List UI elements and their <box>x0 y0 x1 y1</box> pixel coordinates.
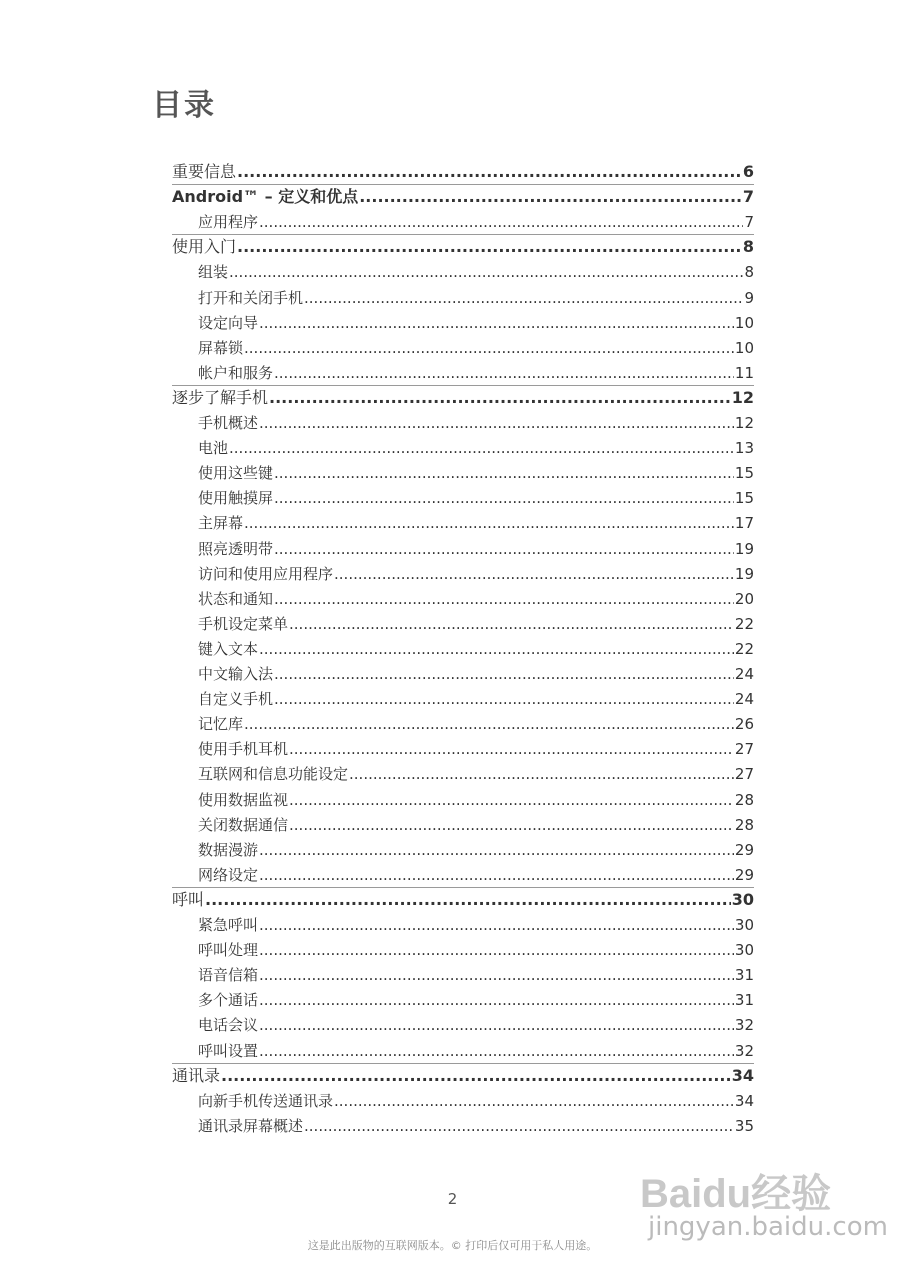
toc-entry-label: 访问和使用应用程序 <box>198 565 334 583</box>
toc-entry-page: 17 <box>734 514 754 532</box>
section-separator <box>172 1063 754 1064</box>
toc-section-entry[interactable] <box>198 312 754 334</box>
toc-entry-page: 30 <box>731 890 754 909</box>
toc-entry-label: 多个通话 <box>198 991 259 1009</box>
toc-entry-label: 电话会议 <box>198 1016 259 1034</box>
toc-entry-label: 电池 <box>198 439 229 457</box>
toc-leader-dots <box>259 939 734 961</box>
toc-entry-page: 28 <box>734 791 754 809</box>
toc-entry-label: 通讯录屏幕概述 <box>198 1117 304 1135</box>
section-separator <box>172 385 754 386</box>
toc-section-entry[interactable] <box>198 512 754 534</box>
toc-entry-label: 打开和关闭手机 <box>198 289 304 307</box>
toc-entry-label: Android™ – 定义和优点 <box>172 187 359 206</box>
toc-section-entry[interactable] <box>198 588 754 610</box>
toc-section-entry[interactable] <box>198 261 754 283</box>
toc-entry-label: 呼叫设置 <box>198 1042 259 1060</box>
toc-entry-page: 15 <box>734 464 754 482</box>
toc-entry-page: 7 <box>742 187 754 206</box>
toc-entry-page: 30 <box>734 916 754 934</box>
toc-entry-label: 向新手机传送通讯录 <box>198 1092 334 1110</box>
toc-entry-label: 呼叫 <box>172 890 205 909</box>
toc-leader-dots <box>269 387 731 409</box>
toc-chapter-entry[interactable] <box>172 387 754 409</box>
toc-entry-page: 28 <box>734 816 754 834</box>
toc-section-entry[interactable] <box>198 287 754 309</box>
toc-leader-dots <box>304 287 743 309</box>
toc-section-entry[interactable] <box>198 211 754 233</box>
page-number: 2 <box>447 1190 458 1208</box>
toc-entry-page: 11 <box>734 364 754 382</box>
toc-chapter-entry[interactable] <box>172 1065 754 1087</box>
toc-section-entry[interactable] <box>198 1115 754 1137</box>
toc-entry-page: 22 <box>734 640 754 658</box>
toc-section-entry[interactable] <box>198 362 754 384</box>
toc-leader-dots <box>244 512 734 534</box>
toc-entry-label: 中文输入法 <box>198 665 274 683</box>
toc-entry-page: 19 <box>734 540 754 558</box>
toc-entry-page: 8 <box>742 237 754 256</box>
toc-entry-label: 语音信箱 <box>198 966 259 984</box>
toc-entry-page: 15 <box>734 489 754 507</box>
toc-entry-page: 10 <box>734 314 754 332</box>
toc-section-entry[interactable] <box>198 412 754 434</box>
toc-section-entry[interactable] <box>198 814 754 836</box>
toc-leader-dots <box>237 236 742 258</box>
toc-leader-dots <box>289 738 734 760</box>
toc-section-entry[interactable] <box>198 462 754 484</box>
toc-section-entry[interactable] <box>198 1014 754 1036</box>
toc-entry-label: 应用程序 <box>198 213 259 231</box>
toc-leader-dots <box>259 211 743 233</box>
toc-chapter-entry[interactable] <box>172 889 754 911</box>
toc-leader-dots <box>259 864 734 886</box>
toc-entry-label: 互联网和信息功能设定 <box>198 765 349 783</box>
toc-section-entry[interactable] <box>198 337 754 359</box>
toc-leader-dots <box>349 763 734 785</box>
toc-leader-dots <box>274 588 734 610</box>
toc-entry-label: 组装 <box>198 263 229 281</box>
toc-leader-dots <box>289 613 734 635</box>
toc-section-entry[interactable] <box>198 789 754 811</box>
toc-entry-label: 使用入门 <box>172 237 237 256</box>
toc-leader-dots <box>304 1115 734 1137</box>
toc-leader-dots <box>359 186 742 208</box>
toc-leader-dots <box>205 889 731 911</box>
toc-section-entry[interactable] <box>198 437 754 459</box>
toc-entry-page: 20 <box>734 590 754 608</box>
toc-section-entry[interactable] <box>198 1040 754 1062</box>
toc-entry-page: 12 <box>731 388 754 407</box>
toc-entry-label: 使用数据监视 <box>198 791 289 809</box>
section-separator <box>172 184 754 185</box>
toc-leader-dots <box>274 688 734 710</box>
toc-entry-page: 9 <box>744 289 754 307</box>
toc-entry-label: 照亮透明带 <box>198 540 274 558</box>
toc-section-entry[interactable] <box>198 613 754 635</box>
toc-leader-dots <box>221 1065 731 1087</box>
baidu-watermark-logo: Baidu经验 <box>640 1172 832 1216</box>
toc-entry-page: 34 <box>734 1092 754 1110</box>
toc-leader-dots <box>274 362 734 384</box>
toc-section-entry[interactable] <box>198 663 754 685</box>
toc-entry-page: 24 <box>734 665 754 683</box>
toc-leader-dots <box>259 412 734 434</box>
toc-entry-label: 记忆库 <box>198 715 244 733</box>
toc-entry-label: 使用触摸屏 <box>198 489 274 507</box>
toc-entry-label: 屏幕锁 <box>198 339 244 357</box>
toc-leader-dots <box>229 437 734 459</box>
toc-entry-label: 通讯录 <box>172 1066 221 1085</box>
toc-entry-page: 19 <box>734 565 754 583</box>
toc-leader-dots <box>274 487 734 509</box>
toc-leader-dots <box>334 563 734 585</box>
toc-entry-label: 设定向导 <box>198 314 259 332</box>
toc-section-entry[interactable] <box>198 638 754 660</box>
toc-entry-page: 29 <box>734 866 754 884</box>
toc-entry-page: 31 <box>734 991 754 1009</box>
toc-entry-page: 32 <box>734 1042 754 1060</box>
toc-leader-dots <box>274 663 734 685</box>
toc-entry-label: 状态和通知 <box>198 590 274 608</box>
toc-entry-label: 手机概述 <box>198 414 259 432</box>
toc-entry-page: 29 <box>734 841 754 859</box>
section-separator <box>172 234 754 235</box>
toc-section-entry[interactable] <box>198 964 754 986</box>
toc-entry-label: 紧急呼叫 <box>198 916 259 934</box>
toc-section-entry[interactable] <box>198 989 754 1011</box>
toc-leader-dots <box>229 261 743 283</box>
toc-section-entry[interactable] <box>198 713 754 735</box>
toc-entry-label: 重要信息 <box>172 162 237 181</box>
toc-chapter-entry[interactable] <box>172 161 754 183</box>
toc-entry-page: 30 <box>734 941 754 959</box>
toc-entry-page: 13 <box>734 439 754 457</box>
toc-entry-page: 31 <box>734 966 754 984</box>
toc-leader-dots <box>259 638 734 660</box>
toc-entry-page: 27 <box>734 765 754 783</box>
toc-leader-dots <box>274 538 734 560</box>
toc-entry-label: 关闭数据通信 <box>198 816 289 834</box>
toc-leader-dots <box>259 1014 734 1036</box>
toc-entry-page: 27 <box>734 740 754 758</box>
toc-entry-label: 数据漫游 <box>198 841 259 859</box>
toc-leader-dots <box>259 989 734 1011</box>
toc-section-entry[interactable] <box>198 914 754 936</box>
toc-section-entry[interactable] <box>198 563 754 585</box>
toc-entry-label: 帐户和服务 <box>198 364 274 382</box>
toc-entry-label: 使用这些键 <box>198 464 274 482</box>
toc-entry-page: 34 <box>731 1066 754 1085</box>
toc-entry-label: 网络设定 <box>198 866 259 884</box>
toc-leader-dots <box>274 462 734 484</box>
toc-entry-page: 35 <box>734 1117 754 1135</box>
toc-leader-dots <box>259 1040 734 1062</box>
toc-entry-page: 22 <box>734 615 754 633</box>
toc-leader-dots <box>334 1090 734 1112</box>
toc-section-entry[interactable] <box>198 487 754 509</box>
section-separator <box>172 887 754 888</box>
toc-leader-dots <box>259 839 734 861</box>
toc-leader-dots <box>237 161 742 183</box>
toc-entry-label: 键入文本 <box>198 640 259 658</box>
toc-entry-page: 6 <box>742 162 754 181</box>
toc-entry-page: 12 <box>734 414 754 432</box>
toc-section-entry[interactable] <box>198 1090 754 1112</box>
toc-entry-label: 手机设定菜单 <box>198 615 289 633</box>
baidu-watermark-url: jingyan.baidu.com <box>648 1212 888 1242</box>
toc-entry-label: 主屏幕 <box>198 514 244 532</box>
toc-entry-page: 26 <box>734 715 754 733</box>
footer-note: 这是此出版物的互联网版本。© 打印后仅可用于私人用途。 <box>307 1239 598 1252</box>
toc-entry-page: 24 <box>734 690 754 708</box>
toc-entry-label: 逐步了解手机 <box>172 388 269 407</box>
toc-entry-label: 自定义手机 <box>198 690 274 708</box>
toc-leader-dots <box>289 814 734 836</box>
toc-section-entry[interactable] <box>198 839 754 861</box>
toc-leader-dots <box>259 312 734 334</box>
toc-section-entry[interactable] <box>198 763 754 785</box>
toc-entry-label: 使用手机耳机 <box>198 740 289 758</box>
toc-entry-page: 8 <box>744 263 754 281</box>
toc-section-entry[interactable] <box>198 939 754 961</box>
toc-entry-page: 32 <box>734 1016 754 1034</box>
toc-chapter-entry[interactable] <box>172 186 754 208</box>
toc-leader-dots <box>259 964 734 986</box>
toc-entry-page: 10 <box>734 339 754 357</box>
toc-entry-label: 呼叫处理 <box>198 941 259 959</box>
toc-entry-page: 7 <box>744 213 754 231</box>
toc-leader-dots <box>244 713 734 735</box>
toc-title: 目录 <box>152 88 216 123</box>
toc-leader-dots <box>289 789 734 811</box>
toc-chapter-entry[interactable] <box>172 236 754 258</box>
toc-section-entry[interactable] <box>198 688 754 710</box>
toc-section-entry[interactable] <box>198 864 754 886</box>
toc-section-entry[interactable] <box>198 738 754 760</box>
toc-leader-dots <box>259 914 734 936</box>
toc-section-entry[interactable] <box>198 538 754 560</box>
toc-leader-dots <box>244 337 734 359</box>
